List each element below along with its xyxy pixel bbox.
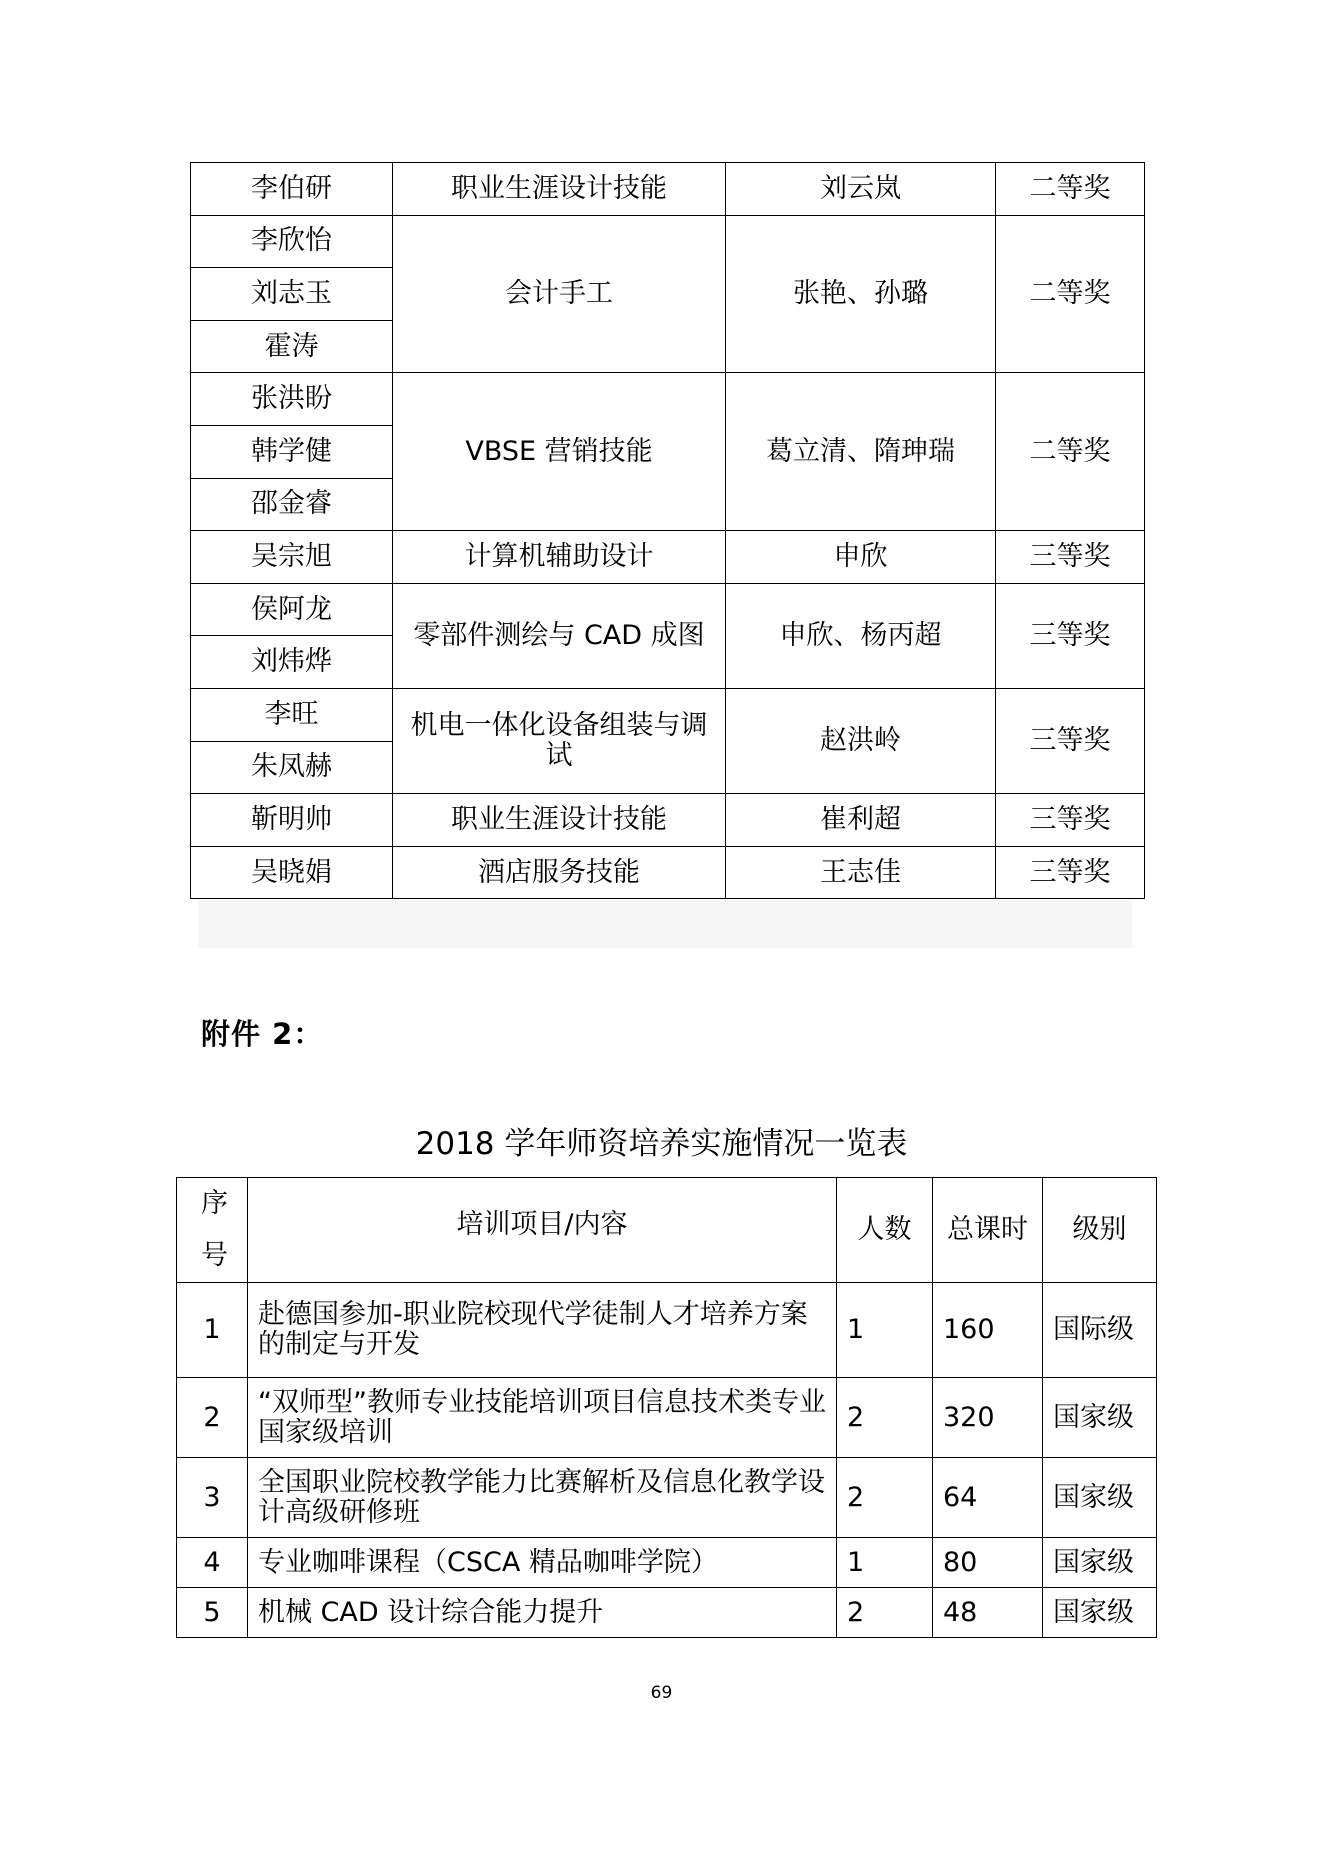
header-content: 培训项目/内容 xyxy=(248,1178,837,1283)
student-name: 张洪盼 xyxy=(191,373,393,426)
advisor-name: 申欣 xyxy=(726,531,996,584)
student-name: 韩学健 xyxy=(191,425,393,478)
project-name: 机电一体化设备组装与调试 xyxy=(393,688,726,793)
header-index: 序号 xyxy=(177,1178,248,1283)
award-level: 三等奖 xyxy=(996,583,1145,688)
row-index: 1 xyxy=(177,1283,248,1378)
project-name: 零部件测绘与 CAD 成图 xyxy=(393,583,726,688)
award-level: 三等奖 xyxy=(996,846,1145,899)
row-count: 2 xyxy=(837,1458,933,1538)
student-name: 邵金睿 xyxy=(191,478,393,531)
advisor-name: 葛立清、隋珅瑞 xyxy=(726,373,996,531)
student-name: 侯阿龙 xyxy=(191,583,393,636)
row-level: 国家级 xyxy=(1043,1588,1157,1638)
row-content: “双师型”教师专业技能培训项目信息技术类专业国家级培训 xyxy=(248,1378,837,1458)
project-name: 计算机辅助设计 xyxy=(393,531,726,584)
row-index: 2 xyxy=(177,1378,248,1458)
training-table xyxy=(176,1177,1157,1638)
student-name: 刘炜烨 xyxy=(191,636,393,689)
row-hours: 48 xyxy=(933,1588,1043,1638)
table-header-row xyxy=(177,1178,1157,1283)
row-level: 国际级 xyxy=(1043,1283,1157,1378)
row-hours: 64 xyxy=(933,1458,1043,1538)
gray-band xyxy=(198,900,1132,948)
advisor-name: 申欣、杨丙超 xyxy=(726,583,996,688)
row-content: 赴德国参加-职业院校现代学徒制人才培养方案的制定与开发 xyxy=(248,1283,837,1378)
advisor-name: 张艳、孙璐 xyxy=(726,215,996,373)
row-index: 3 xyxy=(177,1458,248,1538)
table-row xyxy=(191,846,1145,899)
row-level: 国家级 xyxy=(1043,1538,1157,1588)
award-level: 三等奖 xyxy=(996,794,1145,847)
table-row xyxy=(177,1588,1157,1638)
header-hours: 总课时 xyxy=(933,1178,1043,1283)
page-number: 69 xyxy=(650,1683,673,1703)
row-hours: 160 xyxy=(933,1283,1043,1378)
award-level: 三等奖 xyxy=(996,688,1145,793)
student-name: 霍涛 xyxy=(191,320,393,373)
table-row xyxy=(177,1458,1157,1538)
row-index: 4 xyxy=(177,1538,248,1588)
student-name: 朱凤赫 xyxy=(191,741,393,794)
project-name: 职业生涯设计技能 xyxy=(393,163,726,216)
table-row xyxy=(177,1283,1157,1378)
row-count: 1 xyxy=(837,1538,933,1588)
project-name: 职业生涯设计技能 xyxy=(393,794,726,847)
row-level: 国家级 xyxy=(1043,1378,1157,1458)
row-hours: 320 xyxy=(933,1378,1043,1458)
header-level: 级别 xyxy=(1043,1178,1157,1283)
award-level: 三等奖 xyxy=(996,531,1145,584)
awards-table xyxy=(190,162,1145,899)
advisor-name: 赵洪岭 xyxy=(726,688,996,793)
award-level: 二等奖 xyxy=(996,373,1145,531)
row-content: 专业咖啡课程（CSCA 精品咖啡学院） xyxy=(248,1538,837,1588)
student-name: 李伯研 xyxy=(191,163,393,216)
training-table-title: 2018 学年师资培养实施情况一览表 xyxy=(415,1126,908,1162)
student-name: 李旺 xyxy=(191,688,393,741)
table-row xyxy=(191,373,1145,426)
table-row xyxy=(191,531,1145,584)
project-name: 酒店服务技能 xyxy=(393,846,726,899)
student-name: 吴宗旭 xyxy=(191,531,393,584)
advisor-name: 王志佳 xyxy=(726,846,996,899)
award-level: 二等奖 xyxy=(996,163,1145,216)
table-row xyxy=(191,794,1145,847)
row-level: 国家级 xyxy=(1043,1458,1157,1538)
student-name: 刘志玉 xyxy=(191,268,393,321)
table-row xyxy=(191,583,1145,636)
header-count: 人数 xyxy=(837,1178,933,1283)
award-level: 二等奖 xyxy=(996,215,1145,373)
advisor-name: 崔利超 xyxy=(726,794,996,847)
row-hours: 80 xyxy=(933,1538,1043,1588)
advisor-name: 刘云岚 xyxy=(726,163,996,216)
project-name: 会计手工 xyxy=(393,215,726,373)
table-row xyxy=(191,163,1145,216)
project-name: VBSE 营销技能 xyxy=(393,373,726,531)
row-count: 2 xyxy=(837,1378,933,1458)
student-name: 靳明帅 xyxy=(191,794,393,847)
row-count: 1 xyxy=(837,1283,933,1378)
row-content: 全国职业院校教学能力比赛解析及信息化教学设计高级研修班 xyxy=(248,1458,837,1538)
table-row xyxy=(177,1378,1157,1458)
student-name: 吴晓娟 xyxy=(191,846,393,899)
table-row xyxy=(177,1538,1157,1588)
row-content: 机械 CAD 设计综合能力提升 xyxy=(248,1588,837,1638)
row-index: 5 xyxy=(177,1588,248,1638)
row-count: 2 xyxy=(837,1588,933,1638)
attachment-label: 附件 2： xyxy=(201,1017,324,1051)
table-row xyxy=(191,688,1145,741)
student-name: 李欣怡 xyxy=(191,215,393,268)
table-row xyxy=(191,215,1145,268)
